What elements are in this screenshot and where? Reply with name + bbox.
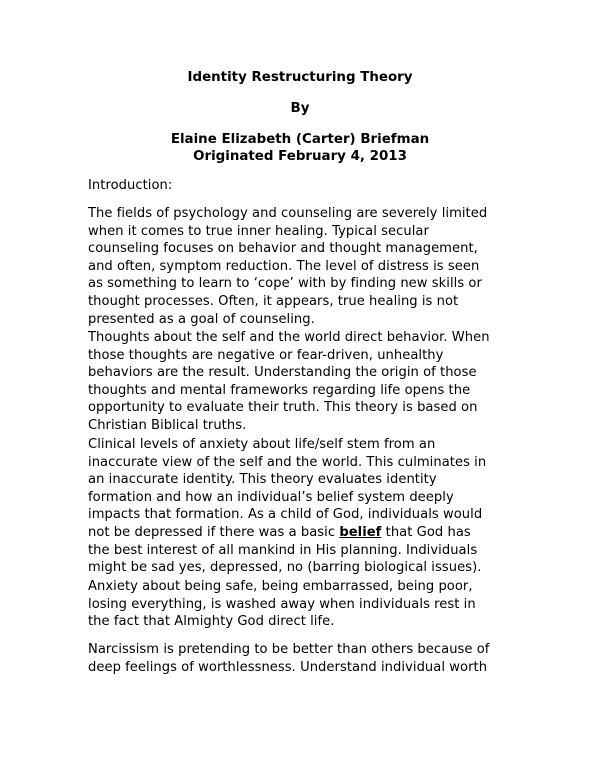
paragraph-line: the fact that Almighty God direct life. xyxy=(88,614,335,630)
paragraph-line: Thoughts about the self and the world direct behavior. When xyxy=(88,330,490,345)
paragraph-line: Narcissism is pretending to be better than others because of xyxy=(88,642,490,657)
introduction-heading xyxy=(88,177,528,195)
paragraph-line-with-emphasis xyxy=(88,524,528,542)
paragraph-line: losing everything, is washed away when individuals rest in xyxy=(88,596,476,612)
paragraph-line: those thoughts are negative or fear-driven, unhealthy xyxy=(88,347,444,363)
by-line: By xyxy=(290,101,310,116)
paragraph-line: Anxiety about being safe, being embarrassed, being poor, xyxy=(88,579,473,594)
paragraph-line: inaccurate view of the self and the world. This culminates in xyxy=(88,454,487,470)
paragraph-line: Christian Biblical truths. xyxy=(88,417,247,433)
paragraph-line: counseling focuses on behavior and thought management, xyxy=(88,241,478,257)
paragraph-3 xyxy=(88,436,528,577)
paragraph-1 xyxy=(88,205,528,328)
paragraph-4 xyxy=(88,578,528,631)
document-title: Identity Restructuring Theory xyxy=(187,70,413,85)
paragraph-line: deep feelings of worthlessness. Understand individual worth xyxy=(88,659,488,675)
introduction-heading-text: Introduction: xyxy=(88,178,173,193)
origin-date: Originated February 4, 2013 xyxy=(193,149,407,164)
paragraph-5 xyxy=(88,641,528,676)
paragraph-line: as something to learn to ‘cope’ with by finding new skills or xyxy=(88,276,482,292)
paragraph-line: The fields of psychology and counseling are severely limited xyxy=(88,206,488,221)
author-name: Elaine Elizabeth (Carter) Briefman xyxy=(170,132,430,147)
paragraph-line: behaviors are the result. Understanding the origin of those xyxy=(88,365,477,381)
paragraph-line: impacts that formation. As a child of God, individuals would xyxy=(88,507,483,523)
paragraph-line: thought processes. Often, it appears, true healing is not xyxy=(88,293,459,309)
paragraph-line: thoughts and mental frameworks regarding life opens the xyxy=(88,382,471,398)
line-text-after: that God has xyxy=(381,524,471,540)
paragraph-line: an inaccurate identity. This theory evaluates identity xyxy=(88,472,437,488)
paragraph-line: the best interest of all mankind in His planning. Individuals xyxy=(88,542,478,558)
paragraph-line: Clinical levels of anxiety about life/self stem from an xyxy=(88,437,436,452)
line-text-before: not be depressed if there was a basic xyxy=(88,524,340,540)
paragraph-line: presented as a goal of counseling. xyxy=(88,311,315,327)
paragraph-line: opportunity to evaluate their truth. This theory is based on xyxy=(88,400,478,416)
paragraph-line: formation and how an individual’s belief system deeply xyxy=(88,489,454,505)
paragraph-line: when it comes to true inner healing. Typical secular xyxy=(88,223,429,239)
emphasized-word-belief: belief xyxy=(339,524,382,540)
paragraph-2 xyxy=(88,329,528,435)
paragraph-line: might be sad yes, depressed, no (barring biological issues). xyxy=(88,560,482,576)
paragraph-line: and often, symptom reduction. The level of distress is seen xyxy=(88,258,480,274)
